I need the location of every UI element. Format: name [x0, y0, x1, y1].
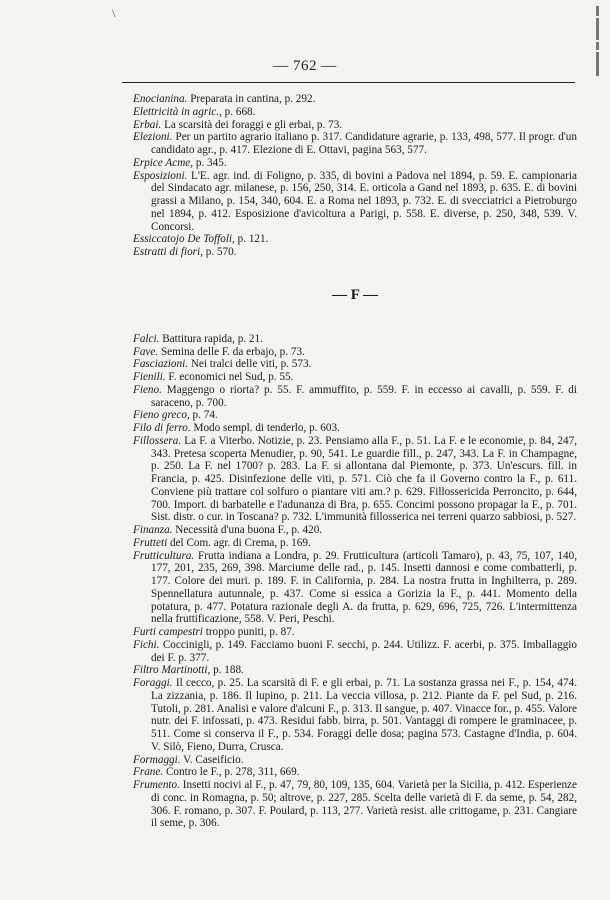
- index-entry: [133, 409, 577, 422]
- entry-text: Per un partito agrario italiano p. 317. Candidature agrarie, p. 133, 498, 577. Il progr. d'un candidato agr., p. 417. Elezione di E. Ottavi, pagina 563, 577.: [151, 131, 577, 156]
- entry-keyword: Erpice Acme,: [133, 156, 194, 169]
- index-entry: [133, 246, 577, 259]
- index-entry: [133, 766, 577, 779]
- page-number: — 762 —: [273, 58, 337, 74]
- entry-text: Preparata in cantina, p. 292.: [187, 93, 316, 105]
- entry-text: Battitura rapida, p. 21.: [159, 332, 263, 345]
- entry-text: Maggengo o riorta? p. 55. F. ammuffito, p. 559. F. in eccesso ai cavalli, p. 559. F. di saraceno, p. 700.: [151, 383, 577, 409]
- entry-text: La F. a Viterbo. Notizie, p. 23. Pensiamo alla F., p. 51. La F. e le economie, p. 84, 247, 343. Pretesa scoperta Menudier, p. 90, 541. Le guardie fill., p. 247, 343. La F. in Champagne, p. 250. La F. nel 1700? p. 283. La F. si allontana dal Piemonte, p. 373. Un'escurs. fill. in Francia, p. 425. Disinfezione delle viti, p. 571. Ciò che fa il Governo contro la F., p. 611. Conviene più trattare col solfuro o piantare viti am.? p. 629. Fillossericida Perroncito, p. 644, 700. Import. di barbatelle e l'adunanza di Bra, p. 655. Concimi possono propagar la F., p. 701. Sist. distr. o cur. in Toscana? p. 732. L'immunità fillosserica nei terreni quarzo sabbiosi, p. 527.: [151, 434, 577, 524]
- entry-keyword: Filo di ferro.: [133, 422, 191, 434]
- index-entry: [133, 170, 577, 234]
- entry-text: Il cecco, p. 25. La scarsità di F. e gli erbai, p. 71. La sostanza grassa nei F., p. 154, 474. La zizzania, p. 186. Il lupino, p. 211. La veccia villosa, p. 212. Piante da F. pel Sud, p. 216. Tutoli, p. 281. Analisi e valore d'alcuni F., p. 313. Il sangue, p. 407. Vinacce for., p. 455. Valore nutr. dei F. infossati, p. 473. Residui fabb. birra, p. 501. Vantaggi di rompere le graminacee, p. 511. Come si conserva il F., p. 534. Foraggi delle dosa; pagina 573. Castagne d'India, p. 604. V. Silò, Fieno, Durra, Crusca.: [151, 677, 577, 753]
- entry-text: p. 74.: [189, 409, 218, 422]
- entry-text: p. 188.: [210, 664, 244, 677]
- index-entry: [133, 233, 577, 246]
- index-entry: [133, 346, 577, 359]
- entry-keyword: Frumento.: [133, 779, 180, 791]
- entry-keyword: Falci.: [133, 332, 160, 345]
- entry-text: Necessità d'una buona F., p. 420.: [172, 524, 323, 536]
- entry-text: Frutta indiana a Londra, p. 29. Frutticultura (articoli Tamaro), p. 43, 75, 107, 140, 177, 201, 235, 269, 398. Marciume delle rad., p. 145. Insetti dannosi e come combatterli, p. 177. Colore dei muri. p. 189. F. in California, p. 284. La nostra frutta in Inghilterra, p. 289. Spennellatura autunnale, p. 437. Come si essica a Gorizia la F., p. 441. Momento della potatura, p. 477. Potatura razionale degli A. da frutta, p. 629, 696, 725, 726. L'intermittenza nella fruttificazione, 558. V. Peri, Peschi.: [151, 549, 577, 626]
- index-entry: [133, 550, 577, 627]
- index-entry: [133, 119, 577, 132]
- entry-text: L'E. agr. ind. di Foligno, p. 335, di bovini a Padova nel 1894, p. 59. E. campionaria del Sindacato agr. milanese, p. 156, 250, 314. E. orticola a Gand nel 1893, p. 635. E. di bovini grassi a Milano, p. 154, 340, 604. E. a Roma nel 1893, p. 732. E. di svecciatrici a Pietroburgo nel 1894, p. 412. Esposizione d'avicoltura a Parigi, p. 558. E. diverse, p. 250, 348, 539. V. Concorsi.: [151, 169, 577, 233]
- entry-keyword: Fienili.: [133, 371, 166, 383]
- entry-text: troppo puniti, p. 87.: [202, 626, 295, 638]
- index-entry: [133, 131, 577, 157]
- index-entry: [133, 677, 577, 754]
- index-entry: [133, 524, 577, 537]
- index-entry: [133, 537, 577, 550]
- entry-keyword: Enocianina.: [133, 93, 188, 105]
- index-entry: [133, 106, 577, 119]
- entry-text: p. 668.: [221, 105, 256, 118]
- entry-text: Semina delle F. da erbajo, p. 73.: [158, 345, 305, 358]
- entry-keyword: Fave.: [133, 345, 159, 358]
- index-entry: [133, 754, 577, 767]
- entry-keyword: Furti campestri: [133, 626, 203, 638]
- entry-text: Nei tralci delle viti, p. 573.: [188, 358, 312, 371]
- index-entry: [133, 422, 577, 435]
- entry-keyword: Frane.: [133, 766, 164, 779]
- entry-keyword: Formaggi.: [133, 753, 181, 766]
- index-entry: [133, 333, 577, 346]
- section-heading-f: — F —: [331, 286, 379, 303]
- entry-text: Modo sempl. di tenderlo, p. 603.: [190, 422, 340, 434]
- entry-keyword: Fieno greco,: [133, 409, 190, 422]
- entry-text: Coccinigli, p. 149. Facciamo buoni F. secchi, p. 244. Utilizz. F. acerbi, p. 375. Imballaggio dei F. p. 377.: [151, 638, 577, 664]
- index-entry: [133, 664, 577, 677]
- entry-keyword: Fichi.: [133, 638, 160, 651]
- entry-text: p. 121.: [234, 233, 269, 246]
- entry-keyword: Fasciazioni.: [133, 358, 189, 371]
- index-entry: [133, 358, 577, 371]
- entry-text: Insetti nocivi al F., p. 47, 79, 80, 109, 135, 604. Varietà per la Sicilia, p. 412. Esperienze di conc. in Romagna, p. 50; altrove, p. 227, 285. Scelta delle varietà di F. da seme, p. 54, 282, 306. F. romano, p. 307. F. Poulard, p. 113, 277. Varietà resist. alle crittogame, p. 231. Cangiare il seme, p. 306.: [151, 779, 577, 830]
- index-entry: [133, 639, 577, 665]
- entry-keyword: Frutteti: [133, 536, 168, 549]
- entry-keyword: Frutticultura.: [133, 549, 195, 562]
- entry-text: V. Caseificio.: [180, 753, 244, 766]
- index-entry: [133, 157, 577, 170]
- entry-keyword: Elettricità in agric.,: [133, 105, 222, 118]
- index-entry: [133, 779, 577, 830]
- index-entry: [133, 384, 577, 410]
- index-entry: [133, 435, 577, 524]
- entry-text: La scarsità dei foraggi e gli erbai, p. 73.: [161, 118, 343, 131]
- index-list-e: [133, 93, 577, 259]
- index-content: [133, 93, 577, 830]
- entry-keyword: Erbai.: [133, 118, 162, 131]
- entry-text: p. 570.: [202, 246, 237, 258]
- entry-keyword: Fieno.: [133, 383, 162, 396]
- entry-text: F. economici nel Sud, p. 55.: [165, 371, 294, 383]
- index-list-f: [133, 333, 577, 830]
- index-entry: [133, 93, 577, 106]
- index-entry: [133, 371, 577, 384]
- margin-mark: \: [112, 6, 116, 20]
- entry-keyword: Finanza.: [133, 524, 173, 536]
- entry-keyword: Esposizioni.: [133, 169, 188, 182]
- header-rule: [122, 82, 575, 83]
- entry-text: Contro le F., p. 278, 311, 669.: [163, 766, 300, 779]
- entry-keyword: Filtro Martinotti,: [133, 664, 211, 677]
- entry-keyword: Estratti di fiori,: [133, 246, 203, 258]
- entry-text: p. 345.: [193, 156, 227, 169]
- entry-keyword: Elezioni.: [133, 131, 173, 144]
- entry-keyword: Essiccatojo De Toffoli,: [133, 233, 235, 246]
- entry-keyword: Foraggi.: [133, 677, 173, 689]
- entry-text: del Com. agr. di Crema, p. 169.: [167, 536, 311, 549]
- index-entry: [133, 626, 577, 639]
- entry-keyword: Fillossera.: [133, 434, 182, 447]
